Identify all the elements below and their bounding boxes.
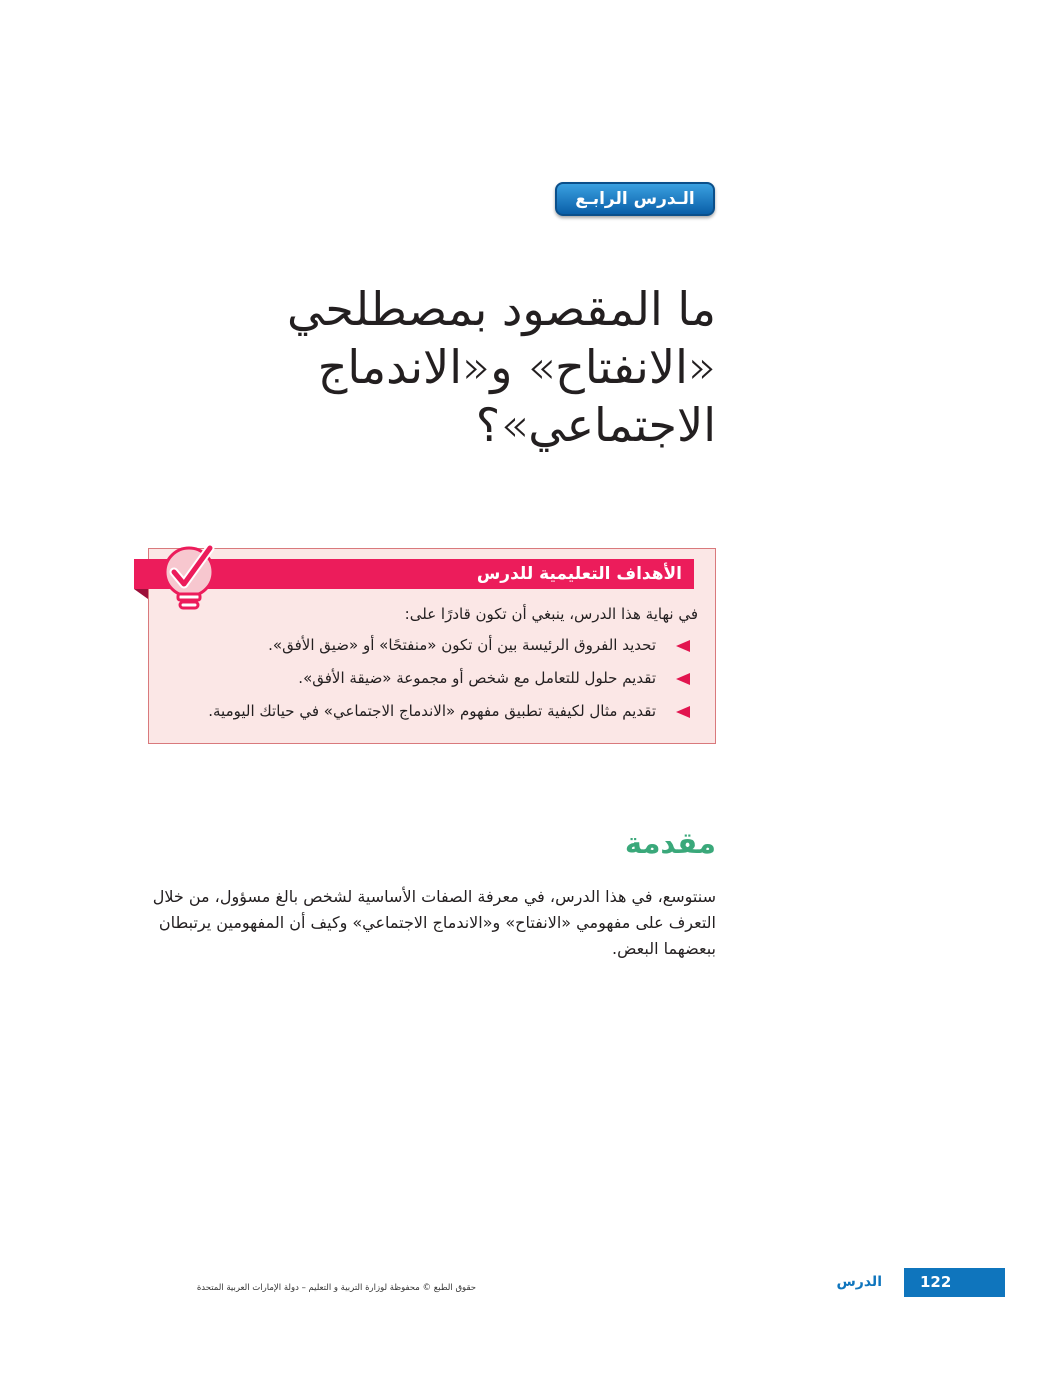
- objectives-intro: في نهاية هذا الدرس، ينبغي أن تكون قادرًا على:: [404, 605, 698, 623]
- banner-fold: [134, 589, 148, 599]
- objectives-banner: [134, 559, 694, 589]
- page-title: [220, 280, 716, 454]
- footer-section-label: الدرس: [836, 1274, 882, 1290]
- introduction-heading: مقدمة: [624, 826, 716, 860]
- objective-text: تقديم حلول للتعامل مع شخص أو مجموعة «ضيقة الأفق».: [298, 669, 656, 687]
- objective-text: تقديم مثال لكيفية تطبيق مفهوم «الاندماج الاجتماعي» في حياتك اليومية.: [208, 702, 656, 720]
- title-line: «الانفتاح» و«الاندماج: [317, 340, 716, 394]
- page-number: 122: [920, 1273, 952, 1291]
- arrow-bullet-icon: [676, 706, 690, 718]
- lesson-badge: [555, 182, 715, 216]
- list-item: [170, 700, 698, 733]
- page-number-tab: [904, 1268, 1005, 1297]
- list-item: [170, 634, 698, 667]
- objectives-list: [170, 634, 698, 733]
- arrow-bullet-icon: [676, 673, 690, 685]
- arrow-bullet-icon: [676, 640, 690, 652]
- title-line: الاجتماعي»؟: [475, 398, 716, 452]
- list-item: [170, 667, 698, 700]
- copyright-notice: حقوق الطبع © محفوظة لوزارة التربية و التعليم – دولة الإمارات العربية المتحدة: [196, 1283, 476, 1293]
- lesson-badge-label: الـدرس الرابـع: [575, 189, 695, 209]
- title-line: ما المقصود بمصطلحي: [287, 282, 716, 336]
- introduction-paragraph: سنتوسع، في هذا الدرس، في معرفة الصفات الأساسية لشخص بالغ مسؤول، من خلال التعرف على مفهومي «الانفتاح» و«الاندماج الاجتماعي» وكيف أن المفهومين يرتبطان ببعضهما البعض.: [152, 887, 716, 958]
- objectives-heading: الأهداف التعليمية للدرس: [476, 564, 682, 584]
- objective-text: تحديد الفروق الرئيسة بين أن تكون «منفتحًا» أو «ضيق الأفق».: [268, 636, 656, 654]
